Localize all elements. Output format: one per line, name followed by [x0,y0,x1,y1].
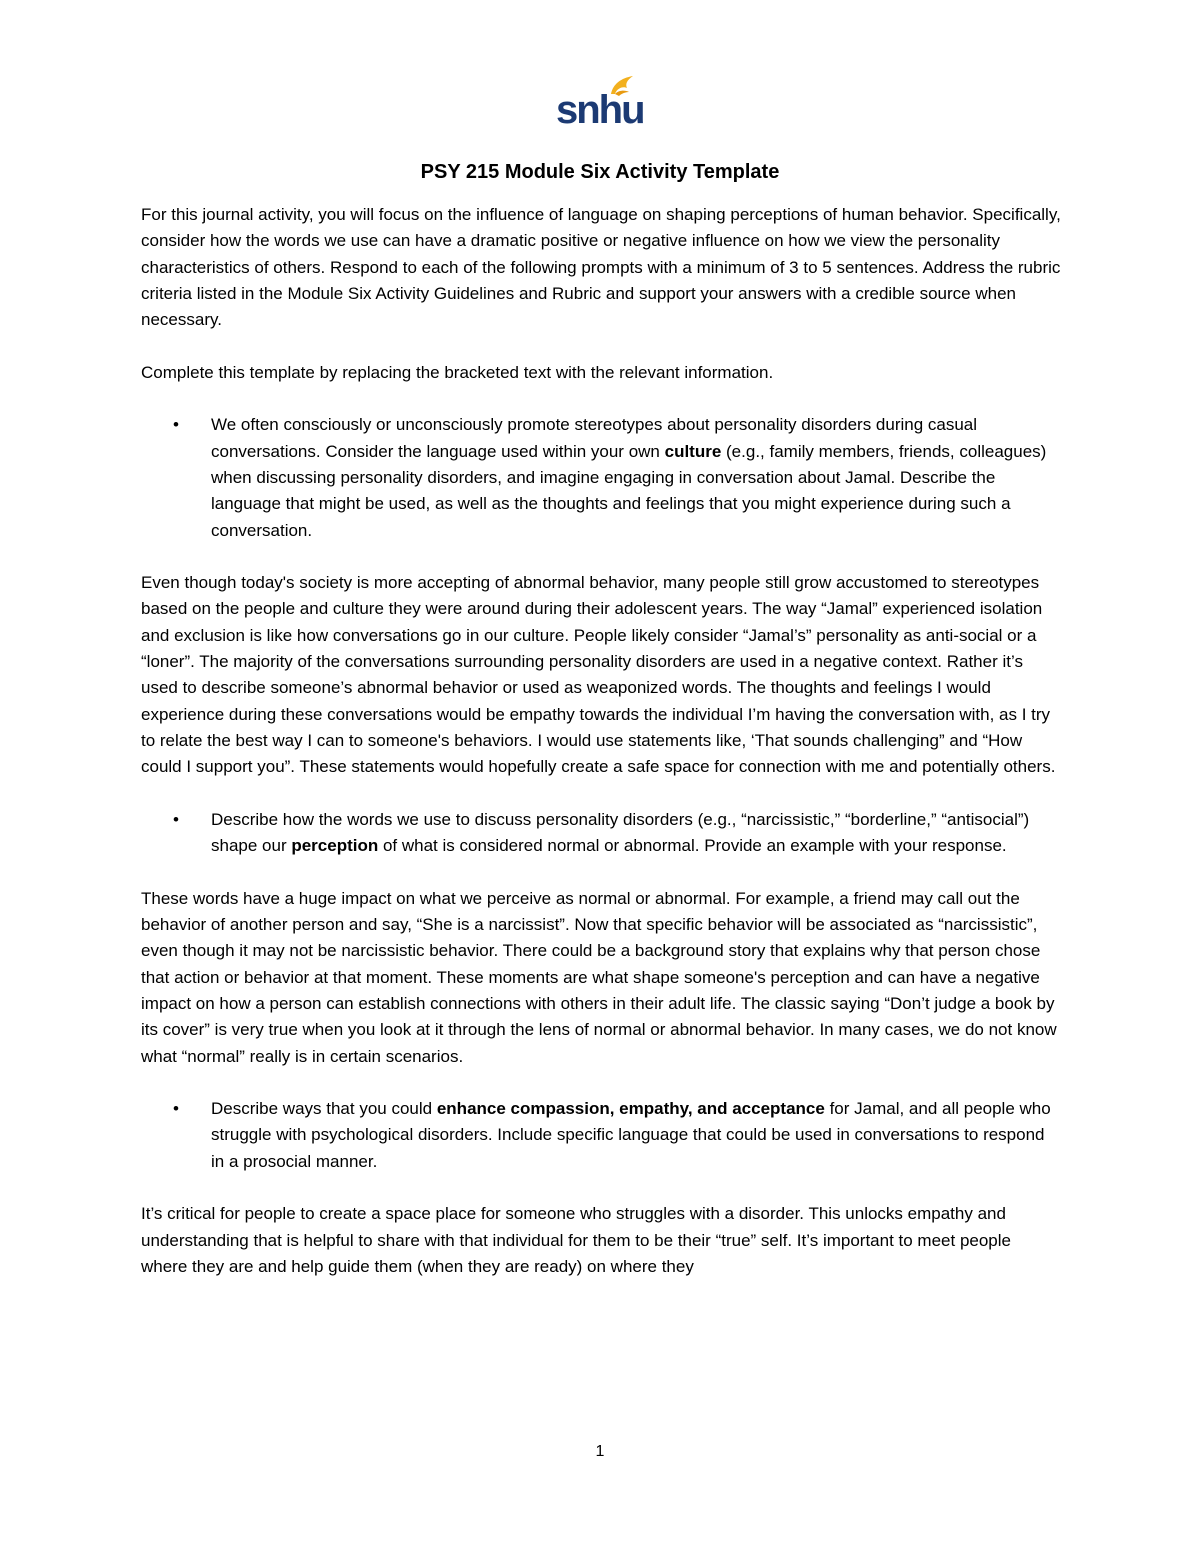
answer-2: These words have a huge impact on what we perceive as normal or abnormal. For example, a friend may call out the behavior of another person and say, “She is a narcissist”. Now that specific behavior will be associated as “narcissistic”, even though it may not be narcissistic behavior. There could be a background story that explains why that person chose that action or behavior at that moment. These moments are what shape someone's perception and can have a negative impact on how a person can establish connections with others in their adult life. The classic saying “Don’t judge a book by its cover” is very true when you look at it through the lens of normal or abnormal behavior. In many cases, we do not know what “normal” really is in certain scenarios. [141,888,1057,1066]
bullet-icon: • [173,415,179,435]
page-title: PSY 215 Module Six Activity Template [420,161,780,183]
document-body [141,158,1061,1280]
prompt-3 [141,1096,1061,1175]
snhu-logo [553,72,643,134]
prompt-2 [141,807,1061,860]
prompt-3-emphasis: enhance compassion, empathy, and acceptance [436,1099,825,1119]
instruction-paragraph: Complete this template by replacing the bracketed text with the relevant information. [141,362,774,382]
prompt-2-text: Describe how the words we use to discuss personality disorders (e.g., “narcissistic,” “borderline,” “antisocial”) shape our perception of what is considered normal or abnormal. Provide an example with your response. [211,809,1030,856]
intro-paragraph: For this journal activity, you will focus on the influence of language on shaping perceptions of human behavior. Specifically, consider how the words we use can have a dramatic positive or negative influence on how we view the personality characteristics of others. Respond to each of the following prompts with a minimum of 3 to 5 sentences. Address the rubric criteria listed in the Module Six Activity Guidelines and Rubric and support your answers with a credible source when necessary. [141,205,1061,330]
prompt-1-emphasis: culture [664,441,722,461]
prompt-2-emphasis: perception [291,836,379,856]
answer-3: It’s critical for people to create a space place for someone who struggles with a disorder. This unlocks empathy and understanding that is helpful to share with that individual for them to be their “true” self. It’s important to meet people where they are and help guide them (when they are ready) on where they [141,1204,1011,1276]
prompt-1 [141,412,1061,543]
bullet-icon: • [173,809,179,829]
logo-wordmark: snhu [556,88,644,132]
answer-1: Even though today's society is more accepting of abnormal behavior, many people still grow accustomed to stereotypes based on the people and culture they were around during their adolescent years. The way “Jamal” experienced isolation and exclusion is like how conversations go in our culture. People likely consider “Jamal’s” personality as anti-social or a “loner”. The majority of the conversations surrounding personality disorders are used in a negative context. Rather it’s used to describe someone’s abnormal behavior or used as weaponized words. The thoughts and feelings I would experience during these conversations would be empathy towards the individual I’m having the conversation with, as I try to relate the best way I can to someone's behaviors. I would use statements like, ‘That sounds challenging” and “How could I support you”. These statements would hopefully create a safe space for connection with me and potentially others. [141,573,1056,777]
prompt-1-text: We often consciously or unconsciously promote stereotypes about personality disorders during casual conversations. Consider the language used within your own culture (e.g., family members, friends, colleagues) when discussing personality disorders, and imagine engaging in conversation about Jamal. Describe the language that might be used, as well as the thoughts and feelings that you might experience during such a conversation. [211,415,1047,540]
bullet-icon: • [173,1099,179,1119]
page-number: 1 [595,1443,605,1460]
prompt-3-text: Describe ways that you could enhance compassion, empathy, and acceptance for Jamal, and all people who struggle with psychological disorders. Include specific language that could be used in conversations to respond in a prosocial manner. [211,1099,1051,1171]
